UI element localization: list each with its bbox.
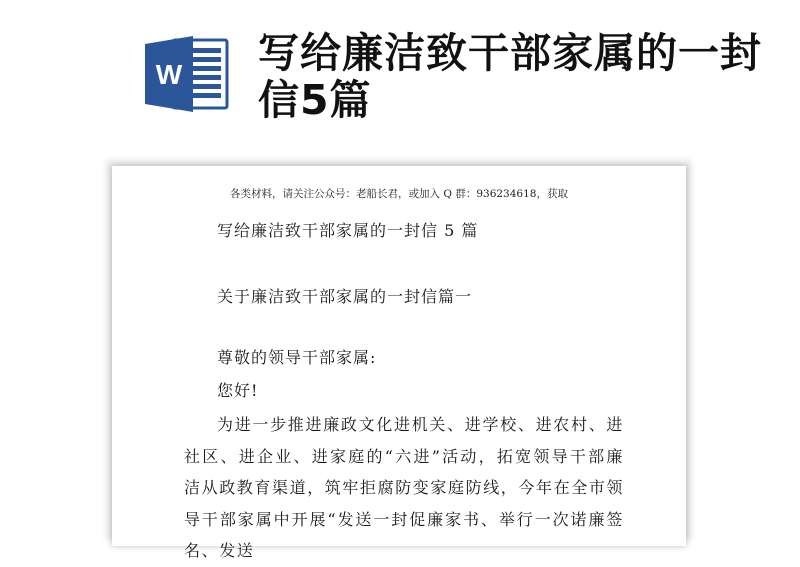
banner [0,0,800,140]
section-title: 关于廉洁致干部家属的一封信篇一 [217,287,473,306]
document-page [112,166,686,560]
body-paragraph: 为进一步推进廉政文化进机关、进学校、进农村、进社区、进企业、进家庭的“六进”活动，拓宽领导干部廉洁从政教育渠道，筑牢拒腐防变家庭防线，今年在全市领导干部家属中开展“发送一封促廉家书、举行一次诺廉签名、发送 [184,415,625,560]
salutation: 尊敬的领导干部家属: [217,348,377,367]
word-document-icon [143,34,231,114]
page-header: 各类材料，请关注公众号：老船长君，或加入 Q 群：936234618，获取 [230,188,568,200]
document-title: 写给廉洁致干部家属的一封信 5 篇 [217,221,479,240]
banner-title: 写给廉洁致干部家属的一封信5篇 [258,29,762,124]
word-icon-letter: W [155,59,183,90]
greeting: 您好! [217,381,259,400]
